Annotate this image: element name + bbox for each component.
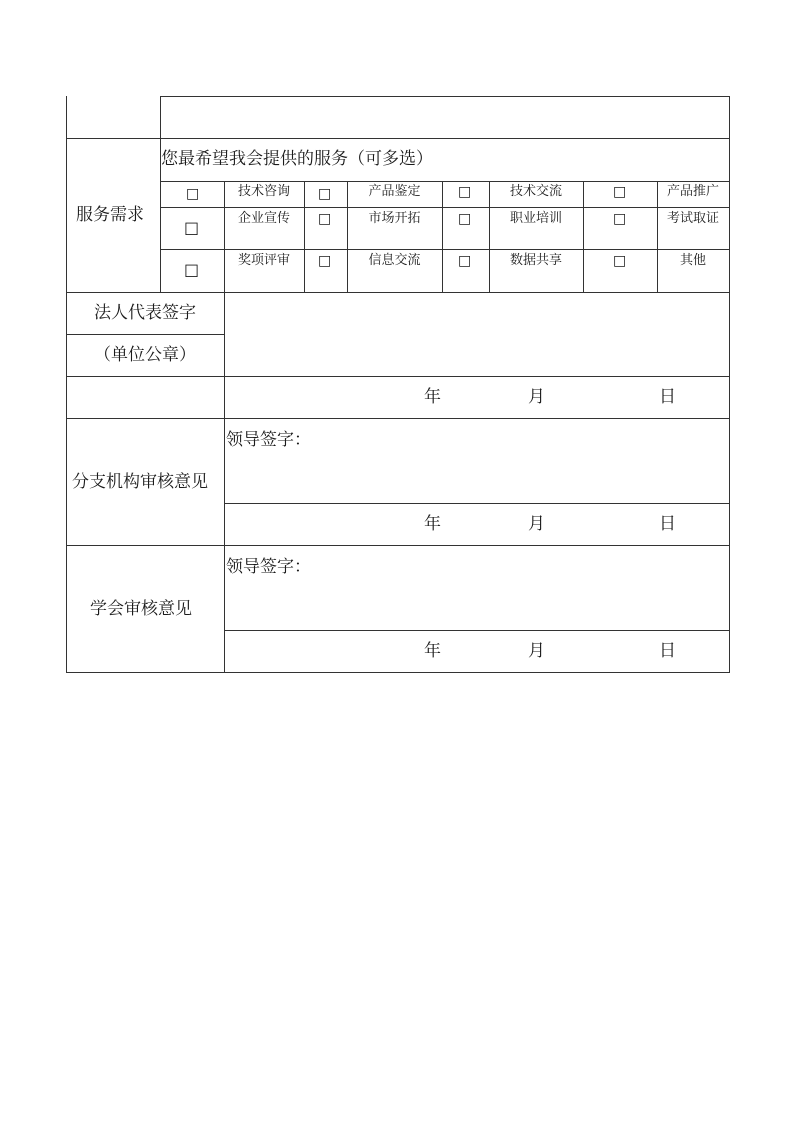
table-right-border — [729, 96, 730, 673]
date-month-label: 月 — [528, 641, 545, 661]
service-option-label: 产品推广 — [666, 184, 719, 199]
date-day-label: 日 — [659, 514, 676, 534]
row-divider — [66, 376, 730, 377]
checkbox-icon[interactable]: □ — [318, 186, 332, 202]
checkbox-icon[interactable]: □ — [458, 184, 472, 200]
date-year-label: 年 — [424, 514, 441, 534]
table-left-border — [66, 96, 67, 673]
services-prompt: 您最希望我会提供的服务（可多选） — [161, 149, 433, 169]
service-option-label: 产品鉴定 — [368, 184, 421, 199]
service-option-label: 数据共享 — [509, 253, 562, 268]
row-divider — [160, 249, 730, 250]
checkbox-icon[interactable]: □ — [318, 253, 332, 269]
row-divider — [224, 630, 730, 631]
society-leader-signature-label: 领导签字： — [226, 557, 311, 577]
service-option-label: 考试取证 — [666, 211, 719, 226]
branch-review-field[interactable] — [225, 419, 729, 503]
row-divider — [66, 138, 730, 139]
service-option-label: 市场开拓 — [368, 211, 421, 226]
company-seal-label: （单位公章） — [94, 345, 196, 365]
checkbox-icon[interactable]: □ — [186, 186, 200, 202]
grid-divider — [442, 181, 443, 292]
row-divider — [160, 181, 730, 182]
table-bottom-border — [66, 672, 730, 673]
date-month-label: 月 — [528, 514, 545, 534]
date-year-label: 年 — [424, 387, 441, 407]
checkbox-icon[interactable]: □ — [318, 211, 332, 227]
checkbox-icon[interactable]: □ — [458, 211, 472, 227]
grid-divider — [583, 181, 584, 292]
society-review-field[interactable] — [225, 546, 729, 630]
date-month-label: 月 — [528, 387, 545, 407]
checkbox-icon[interactable]: □ — [458, 253, 472, 269]
service-option-label: 技术咨询 — [237, 184, 290, 199]
service-option-label: 技术交流 — [509, 184, 562, 199]
checkbox-icon[interactable]: □ — [613, 253, 627, 269]
service-option-label: 职业培训 — [509, 211, 562, 226]
grid-divider — [304, 181, 305, 292]
legal-rep-signature-field[interactable] — [225, 293, 729, 376]
service-option-label: 企业宣传 — [237, 211, 290, 226]
service-option-label: 其他 — [679, 253, 706, 268]
society-review-label: 学会审核意见 — [90, 599, 192, 619]
row-divider — [224, 503, 730, 504]
date-day-label: 日 — [659, 641, 676, 661]
service-option-label: 奖项评审 — [237, 253, 290, 268]
service-option-label: 信息交流 — [368, 253, 421, 268]
row-divider — [160, 207, 730, 208]
checkbox-icon[interactable]: □ — [184, 218, 200, 237]
date-day-label: 日 — [659, 387, 676, 407]
branch-leader-signature-label: 领导签字： — [226, 430, 311, 450]
date-year-label: 年 — [424, 641, 441, 661]
legal-rep-signature-label: 法人代表签字 — [94, 303, 196, 323]
checkbox-icon[interactable]: □ — [613, 184, 627, 200]
checkbox-icon[interactable]: □ — [613, 211, 627, 227]
label-column-divider — [160, 96, 161, 292]
row-divider — [66, 334, 224, 335]
checkbox-icon[interactable]: □ — [184, 260, 200, 279]
top-row-border — [160, 96, 730, 97]
services-label: 服务需求 — [76, 205, 144, 225]
branch-review-label: 分支机构审核意见 — [72, 472, 208, 492]
